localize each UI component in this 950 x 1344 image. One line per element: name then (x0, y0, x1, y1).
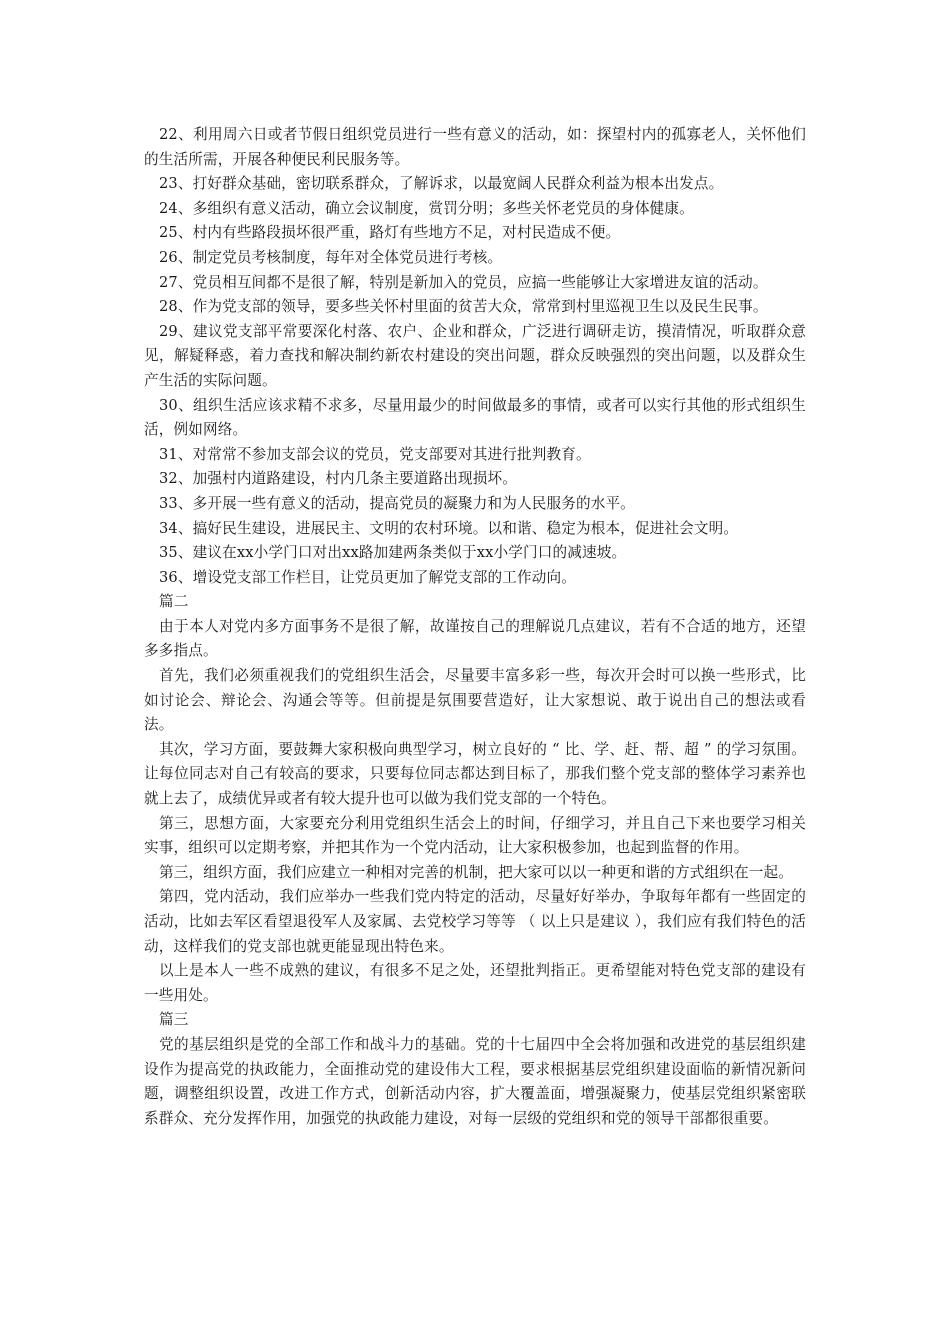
paragraph-item-36: 36、增设党支部工作栏目，让党员更加了解党支部的工作动向。 (159, 568, 576, 586)
paragraph-item-28: 28、作为党支部的领导，要多些关怀村里面的贫苦大众，常常到村里巡视卫生以及民生民事。 (159, 298, 768, 316)
paragraph-item-22: 22、利用周六日或者节假日组织党员进行一些有意义的活动，如：探望村内的孤寡老人，关怀他们的生活所需，开展各种便民利民服务等。 (144, 126, 806, 168)
paragraph-item-23: 23、打好群众基础，密切联系群众，了解诉求，以最宽阔人民群众利益为根本出发点。 (159, 175, 724, 193)
paragraph-item-30: 30、组织生活应该求精不求多，尽量用最少的时间做最多的事情，或者可以实行其他的形式组织生活，例如网络。 (144, 396, 806, 439)
paragraph-first: 首先，我们必须重视我们的党组织生活会，尽量要丰富多彩一些，每次开会时可以换一些形式，比如讨论会、辩论会、沟通会等等。但前提是氛围要营造好，让大家想说、敢于说出自己的想法或看法。 (144, 667, 806, 734)
paragraph-third-thought: 第三，思想方面，大家要充分利用党组织生活会上的时间，仔细学习，并且自己下来也要学习相关实事，组织可以定期考察，并把其作为一个党内活动，让大家积极参加，也起到监督的作用。 (144, 814, 806, 857)
paragraph-item-34: 34、搞好民生建设，进展民主、文明的农村环境。以和谐、稳定为根本，促进社会文明。 (159, 519, 739, 537)
paragraph-item-32: 32、加强村内道路建设，村内几条主要道路出现损坏。 (159, 470, 517, 488)
document-body (144, 123, 806, 1131)
paragraph-item-35: 35、建议在xx小学门口对出xx路加建两条类似于xx小学门口的减速坡。 (159, 544, 627, 562)
paragraph-item-24: 24、多组织有意义活动，确立会议制度，赏罚分明；多些关怀老党员的身体健康。 (159, 199, 694, 217)
paragraph-item-29: 29、建议党支部平常要深化村落、农户、企业和群众，广泛进行调研走访，摸清情况，听取群众意见，解疑释惑，着力查找和解决制约新农村建设的突出问题，群众反映强烈的突出问题，以及群众生产生活的实际问题。 (144, 322, 806, 389)
paragraph-conclusion: 以上是本人一些不成熟的建议，有很多不足之处，还望批判指正。更希望能对特色党支部的建设有一些用处。 (144, 962, 806, 1004)
paragraph-fourth: 第四，党内活动，我们应举办一些我们党内特定的活动，尽量好好举办，争取每年都有一些固定的活动，比如去军区看望退役军人及家属、去党校学习等等 （ 以上只是建议 ），我们应有我们特色的活动，这样我们的党支部也就更能显现出特色来。 (144, 888, 806, 955)
paragraph-intro: 由于本人对党内多方面事务不是很了解，故谨按自己的理解说几点建议，若有不合适的地方，还望多多指点。 (144, 617, 806, 660)
paragraph-part-three-body: 党的基层组织是党的全部工作和战斗力的基础。党的十七届四中全会将加强和改进党的基层组织建设作为提高党的执政能力，全面推动党的建设伟大工程，要求根据基层党组织建设面临的新情况新问题，调整组织设置，改进工作方式，创新活动内容，扩大覆盖面，增强凝聚力，使基层党组织紧密联系群众、充分发挥作用，加强党的执政能力建设，对每一层级的党组织和党的领导干部都很重要。 (144, 1035, 806, 1127)
paragraph-second: 其次，学习方面，要鼓舞大家积极向典型学习，树立良好的 “ 比、学、赶、帮、超 ” 的学习氛围。让每位同志对自己有较高的要求，只要每位同志都达到目标了，那我们整个党支部的整体学习素养也就上去了，成绩优异或者有较大提升也可以做为我们党支部的一个特色。 (144, 740, 806, 808)
paragraph-item-25: 25、村内有些路段损坏很严重，路灯有些地方不足，对村民造成不便。 (159, 224, 621, 242)
paragraph-item-31: 31、对常常不参加支部会议的党员，党支部要对其进行批判教育。 (159, 445, 591, 463)
paragraph-third-organization: 第三，组织方面，我们应建立一种相对完善的机制，把大家可以以一种更和谐的方式组织在一起。 (159, 863, 793, 881)
section-heading-part-three: 篇三 (159, 1011, 189, 1029)
section-heading-part-two: 篇二 (159, 593, 189, 611)
paragraph-item-26: 26、制定党员考核制度，每年对全体党员进行考核。 (159, 248, 503, 266)
paragraph-item-27: 27、党员相互间都不是很了解，特别是新加入的党员，应搞一些能够让大家增进友谊的活动。 (159, 273, 768, 291)
paragraph-item-33: 33、多开展一些有意义的活动，提高党员的凝聚力和为人民服务的水平。 (159, 494, 635, 512)
